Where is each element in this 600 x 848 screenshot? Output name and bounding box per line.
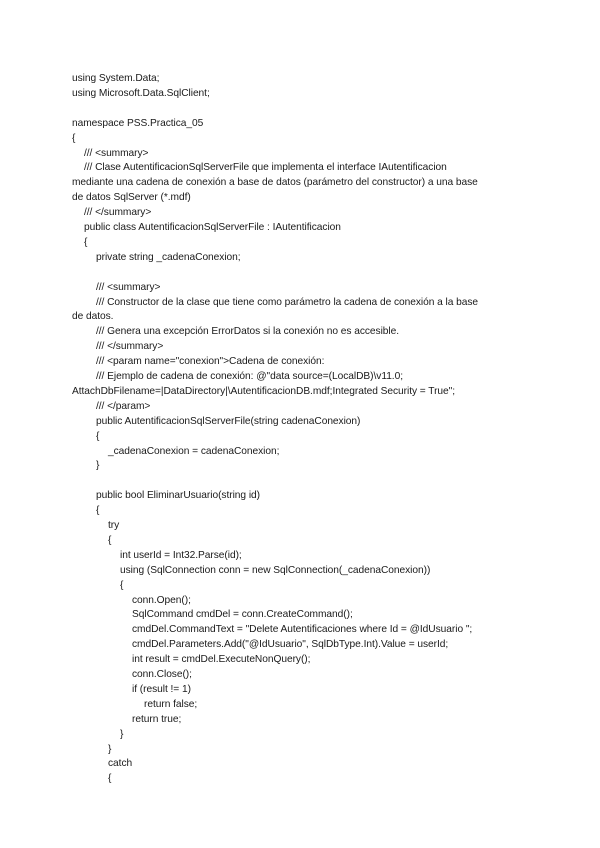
code-line: /// <summary> [84, 147, 149, 159]
code-line: /// </param> [96, 400, 151, 412]
code-line: private string _cadenaConexion; [96, 251, 241, 263]
code-line: } [120, 728, 124, 740]
code-line: /// Genera una excepción ErrorDatos si la conexión no es accesible. [96, 326, 400, 338]
code-line: AttachDbFilename=|DataDirectory|\AutentificacionDB.mdf;Integrated Security = True"; [72, 385, 456, 397]
code-line: { [72, 132, 76, 144]
code-line: int userId = Int32.Parse(id); [120, 549, 242, 561]
code-line: /// </summary> [96, 341, 164, 353]
code-line: { [108, 534, 112, 546]
code-line: conn.Close(); [132, 669, 192, 680]
code-line: try [108, 520, 120, 531]
code-line: using (SqlConnection conn = new SqlConnection(_cadenaConexion)) [120, 564, 431, 576]
code-line: catch [108, 758, 133, 770]
code-line: /// </summary> [84, 207, 152, 219]
code-line: de datos SqlServer (*.mdf) [72, 192, 191, 204]
code-line: { [120, 579, 124, 591]
code-line: { [96, 505, 100, 517]
code-line: conn.Open(); [132, 594, 191, 606]
code-line: { [84, 236, 88, 248]
code-line: namespace PSS.Practica_05 [72, 117, 204, 129]
code-line: /// Ejemplo de cadena de conexión: @"data source=(LocalDB)\v11.0; [96, 371, 403, 382]
code-line: { [108, 773, 112, 785]
code-line: public class AutentificacionSqlServerFile : IAutentificacion [84, 222, 341, 233]
code-line: int result = cmdDel.ExecuteNonQuery(); [132, 654, 311, 666]
code-line: } [108, 743, 112, 755]
code-line: mediante una cadena de conexión a base de datos (parámetro del constructor) a una base [72, 177, 478, 189]
code-line: { [96, 430, 100, 442]
code-line: /// <param name="conexion">Cadena de conexión: [96, 356, 325, 368]
code-line: cmdDel.Parameters.Add("@IdUsuario", SqlDbType.Int).Value = userId; [132, 639, 449, 651]
code-line: return false; [144, 698, 198, 710]
code-line: public bool EliminarUsuario(string id) [96, 490, 260, 502]
code-line: cmdDel.CommandText = "Delete Autentificaciones where Id = @IdUsuario "; [132, 624, 473, 636]
code-line: /// <summary> [96, 281, 161, 293]
code-line: public AutentificacionSqlServerFile(string cadenaConexion) [96, 415, 361, 427]
code-line: if (result != 1) [132, 683, 191, 695]
code-line: using Microsoft.Data.SqlClient; [72, 87, 210, 99]
code-line: using System.Data; [72, 73, 160, 84]
code-line: } [96, 460, 100, 472]
code-line: /// Constructor de la clase que tiene como parámetro la cadena de conexión a la base [96, 296, 479, 308]
code-line: return true; [132, 713, 182, 725]
code-line: de datos. [72, 311, 114, 323]
code-line: _cadenaConexion = cadenaConexion; [108, 445, 280, 457]
code-line: /// Clase AutentificacionSqlServerFile que implementa el interface IAutentificacion [84, 162, 447, 174]
code-line: SqlCommand cmdDel = conn.CreateCommand(); [132, 609, 353, 621]
